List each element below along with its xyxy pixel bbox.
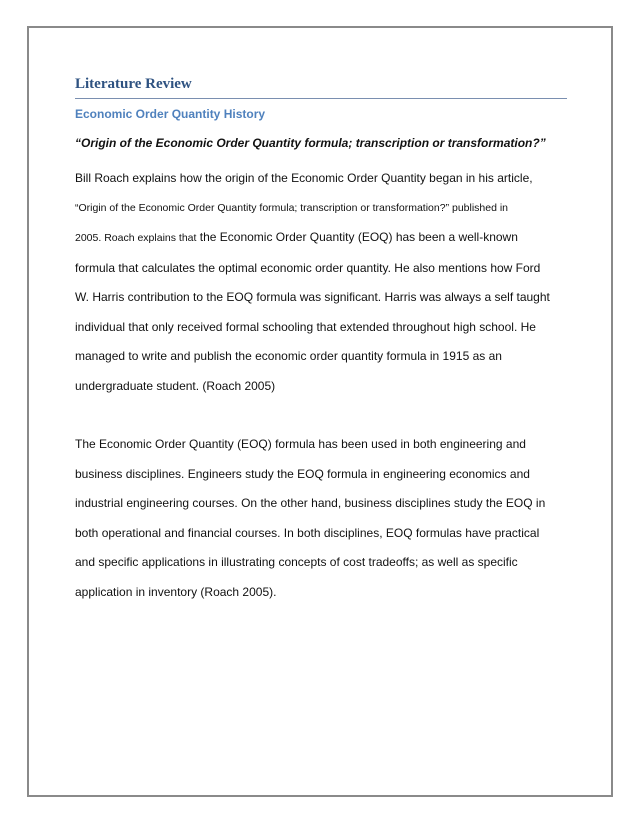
paragraph-1 bbox=[75, 164, 567, 401]
paragraph-line: W. Harris contribution to the EOQ formula was significant. Harris was always a self taught bbox=[75, 290, 550, 304]
paragraph-line: undergraduate student. (Roach 2005) bbox=[75, 378, 276, 393]
section-title: Literature Review bbox=[75, 75, 567, 99]
document-page bbox=[27, 26, 613, 797]
paragraph-line bbox=[75, 223, 567, 254]
paragraph-spacer bbox=[75, 401, 567, 430]
paragraph-line-small-part: 2005. Roach explains that bbox=[75, 232, 197, 244]
article-title: “Origin of the Economic Order Quantity formula; transcription or transformation?” bbox=[75, 136, 546, 150]
page-content bbox=[75, 75, 567, 607]
paragraph-line: business disciplines. Engineers study the EOQ formula in engineering economics and bbox=[75, 466, 530, 481]
paragraph-line: “Origin of the Economic Order Quantity formula; transcription or transformation?” published in bbox=[75, 201, 509, 214]
paragraph-line-rest: the Economic Order Quantity (EOQ) has been a well-known bbox=[196, 230, 518, 244]
paragraph-line: application in inventory (Roach 2005). bbox=[75, 584, 277, 599]
paragraph-line: Bill Roach explains how the origin of the Economic Order Quantity began in his article, bbox=[75, 171, 533, 185]
paragraph-line: both operational and financial courses. In both disciplines, EOQ formulas have practical bbox=[75, 525, 540, 540]
paragraph-line: individual that only received formal schooling that extended throughout high school. He bbox=[75, 319, 536, 334]
paragraph-2 bbox=[75, 430, 567, 607]
subheading: Economic Order Quantity History bbox=[75, 107, 266, 121]
paragraph-line: and specific applications in illustrating concepts of cost tradeoffs; as well as specific bbox=[75, 555, 518, 569]
paragraph-line: managed to write and publish the economic order quantity formula in 1915 as an bbox=[75, 349, 502, 363]
paragraph-line: The Economic Order Quantity (EOQ) formula has been used in both engineering and bbox=[75, 437, 526, 451]
paragraph-line: formula that calculates the optimal economic order quantity. He also mentions how Ford bbox=[75, 260, 541, 275]
paragraph-line: industrial engineering courses. On the other hand, business disciplines study the EOQ in bbox=[75, 496, 546, 510]
